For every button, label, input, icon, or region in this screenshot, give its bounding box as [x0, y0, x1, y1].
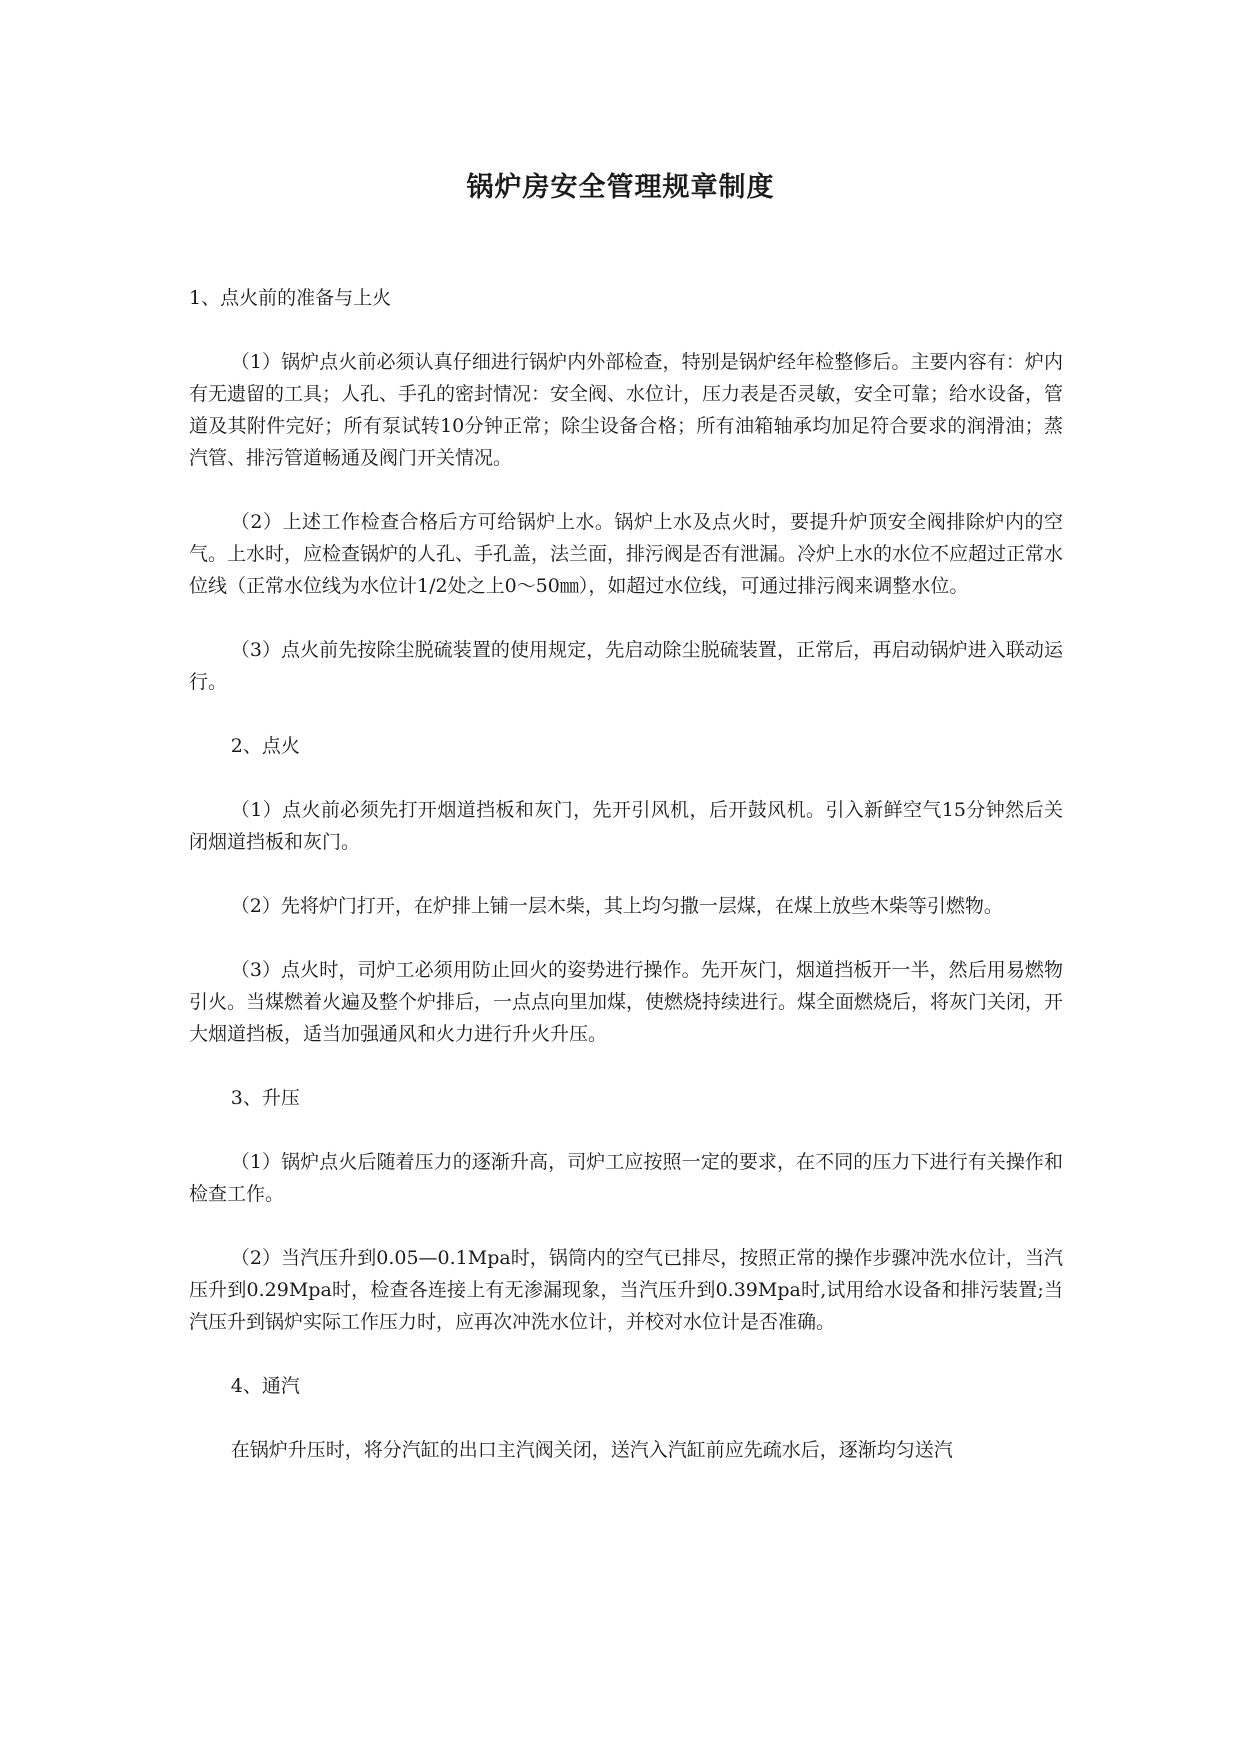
paragraph: （2）当汽压升到0.05—0.1Mpa时，锅筒内的空气已排尽，按照正常的操作步骤冲洗水位计，当汽压升到0.29Mpa时，检查各连接上有无渗漏现象，当汽压升到0.39Mpa时,试用给水设备和排污装置;当汽压升到锅炉实际工作压力时，应再次冲洗水位计，并校对水位计是否准确。 [189, 1247, 1063, 1333]
paragraph: （3）点火时，司炉工必须用防止回火的姿势进行操作。先开灰门，烟道挡板开一半，然后用易燃物引火。当煤燃着火遍及整个炉排后，一点点向里加煤，使燃烧持续进行。煤全面燃烧后，将灰门关闭，开大烟道挡板，适当加强通风和火力进行升火升压。 [189, 959, 1064, 1045]
paragraph: 在锅炉升压时，将分汽缸的出口主汽阀关闭，送汽入汽缸前应先疏水后，逐渐均匀送汽 [230, 1439, 953, 1461]
section-heading: 2、点火 [230, 735, 300, 757]
paragraph: （1）锅炉点火后随着压力的逐渐升高，司炉工应按照一定的要求，在不同的压力下进行有关操作和检查工作。 [189, 1151, 1063, 1205]
document-body [189, 282, 1063, 1498]
section-heading: 1、点火前的准备与上火 [189, 287, 392, 309]
paragraph: （3）点火前先按除尘脱硫装置的使用规定，先启动除尘脱硫装置，正常后，再启动锅炉进入联动运行。 [189, 639, 1063, 693]
paragraph: （1）点火前必须先打开烟道挡板和灰门，先开引风机，后开鼓风机。引入新鲜空气15分钟然后关闭烟道挡板和灰门。 [189, 799, 1063, 853]
section-heading: 3、升压 [230, 1087, 300, 1109]
paragraph: （1）锅炉点火前必须认真仔细进行锅炉内外部检查，特别是锅炉经年检整修后。主要内容有：炉内有无遗留的工具；人孔、手孔的密封情况：安全阀、水位计，压力表是否灵敏，安全可靠；给水设备，管道及其附件完好；所有泵试转10分钟正常；除尘设备合格；所有油箱轴承均加足符合要求的润滑油；蒸汽管、排污管道畅通及阀门开关情况。 [189, 351, 1064, 469]
section-heading: 4、通汽 [230, 1375, 300, 1397]
document-title: 锅炉房安全管理规章制度 [466, 172, 775, 203]
paragraph: （2）上述工作检查合格后方可给锅炉上水。锅炉上水及点火时，要提升炉顶安全阀排除炉内的空气。上水时，应检查锅炉的人孔、手孔盖，法兰面，排污阀是否有泄漏。冷炉上水的水位不应超过正常水位线（正常水位线为水位计1/2处之上0～50㎜），如超过水位线，可通过排污阀来调整水位。 [189, 511, 1064, 597]
paragraph: （2）先将炉门打开，在炉排上铺一层木柴，其上均匀撒一层煤，在煤上放些木柴等引燃物。 [230, 895, 1003, 917]
